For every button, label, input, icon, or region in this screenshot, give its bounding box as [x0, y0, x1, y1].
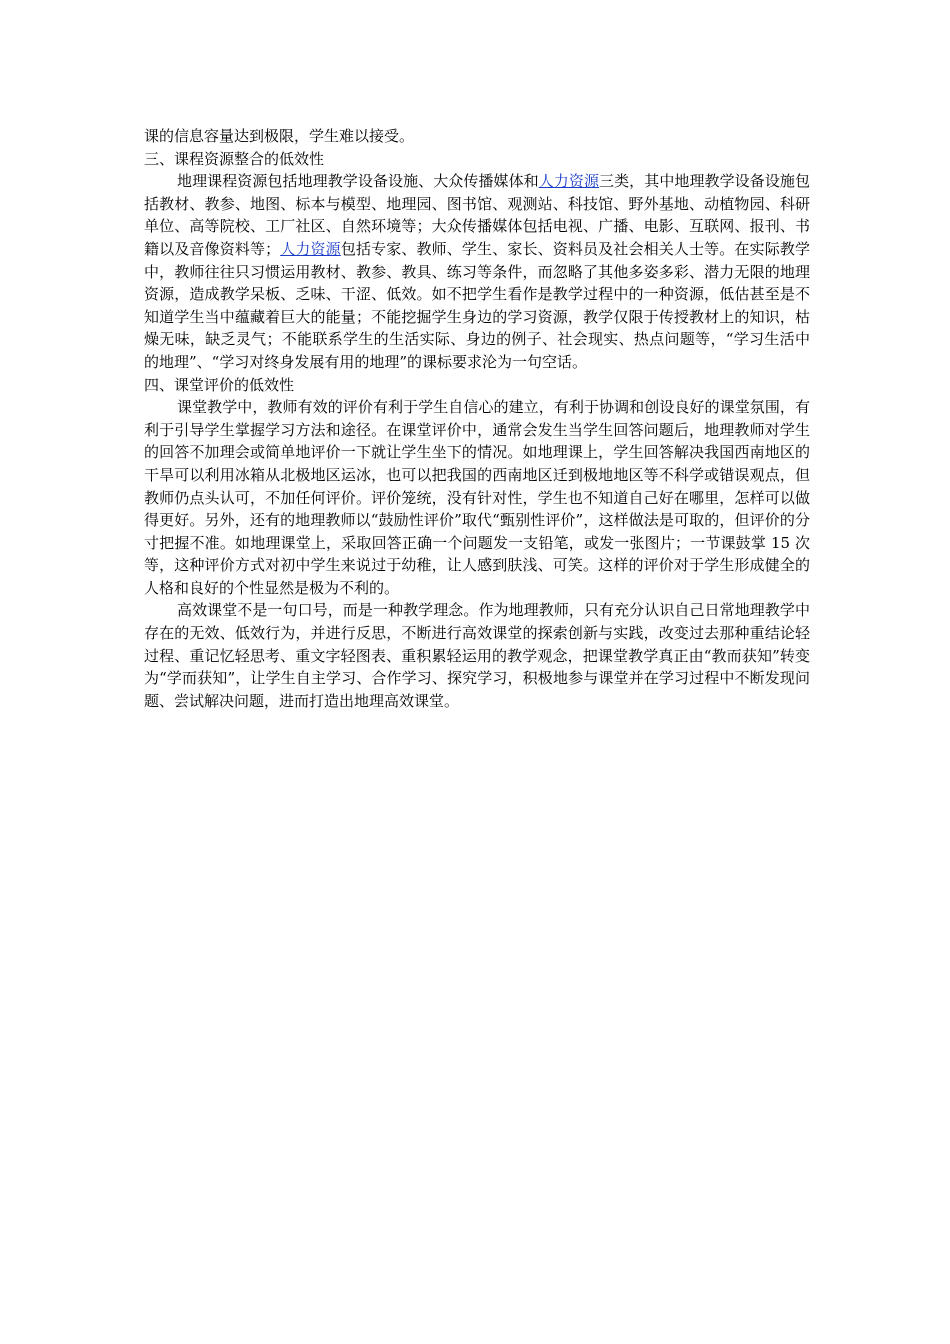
paragraph-conclusion: 高效课堂不是一句口号，而是一种教学理念。作为地理教师，只有充分认识自己日常地理教学中存在的无效、低效行为，并进行反思，不断进行高效课堂的探索创新与实践，改变过去那种重结论轻过程、重记忆轻思考、重文字轻图表、重积累轻运用的教学观念，把课堂教学真正由“教而获知”转变为“学而获知”，让学生自主学习、合作学习、探究学习，积极地参与课堂并在学习过程中不断发现问题、尝试解决问题，进而打造出地理高效课堂。 — [144, 601, 810, 710]
paragraph-text-segment: 地理课程资源包括地理教学设备设施、大众传播媒体和 — [177, 172, 539, 191]
paragraph-classroom-evaluation: 课堂教学中，教师有效的评价有利于学生自信心的建立，有利于协调和创设良好的课堂氛围，有利于引导学生掌握学习方法和途径。在课堂评价中，通常会发生当学生回答问题后，地理教师对学生的回答不加理会或简单地评价一下就让学生坐下的情况。如地理课上，学生回答解决我国西南地区的干旱可以利用冰箱从北极地区运冰，也可以把我国的西南地区迁到极地地区等不科学或错误观点，但教师仍点头认可，不加任何评价。评价笼统，没有针对性，学生也不知道自己好在哪里，怎样可以做得更好。另外，还有的地理教师以“鼓励性评价”取代“甄别性评价”，这样做法是可取的，但评价的分寸把握不准。如地理课堂上，采取回答正确一个问题发一支铅笔，或发一张图片；一节课鼓掌 15 次等，这种评价方式对初中学生来说过于幼稚，让人感到肤浅、可笑。这样的评价对于学生形成健全的人格和良好的个性显然是极为不利的。 — [144, 398, 810, 597]
paragraph-continuation: 课的信息容量达到极限，学生难以接受。 — [144, 127, 415, 145]
human-resources-link[interactable]: 人力资源 — [280, 239, 341, 258]
paragraph-course-resources — [144, 170, 810, 373]
section-heading-3: 三、课程资源整合的低效性 — [144, 149, 325, 168]
paragraph-text-segment: 包括专家、教师、学生、家长、资料员及社会相关人士等。在实际教学中，教师往往只习惯运用教材、教参、教具、练习等条件，而忽略了其他多姿多彩、潜力无限的地理资源，造成教学呆板、乏味、干涩、低效。如不把学生看作是教学过程中的一种资源，低估甚至是不知道学生当中蕴藏着巨大的能量；不能挖掘学生身边的学习资源，教学仅限于传授教材上的知识，枯燥无味，缺乏灵气；不能联系学生的生活实际、身边的例子、社会现实、热点问题等，“学习生活中的地理”、“学习对终身发展有用的地理”的课标要求沦为一句空话。 — [144, 239, 810, 371]
human-resources-link[interactable]: 人力资源 — [538, 172, 600, 191]
document-body — [144, 125, 810, 712]
section-heading-4: 四、课堂评价的低效性 — [144, 375, 295, 394]
paragraph-text-segment: 三类，其中地理教学设备设施包括教材、教参、地图、标本与模型、地理园、图书馆、观测站、科技馆、野外基地、动植物园、科研单位、高等院校、工厂社区、自然环境等；大众传播媒体包括电视、广播、电影、互联网、报刊、书籍以及音像资料等； — [144, 172, 810, 258]
